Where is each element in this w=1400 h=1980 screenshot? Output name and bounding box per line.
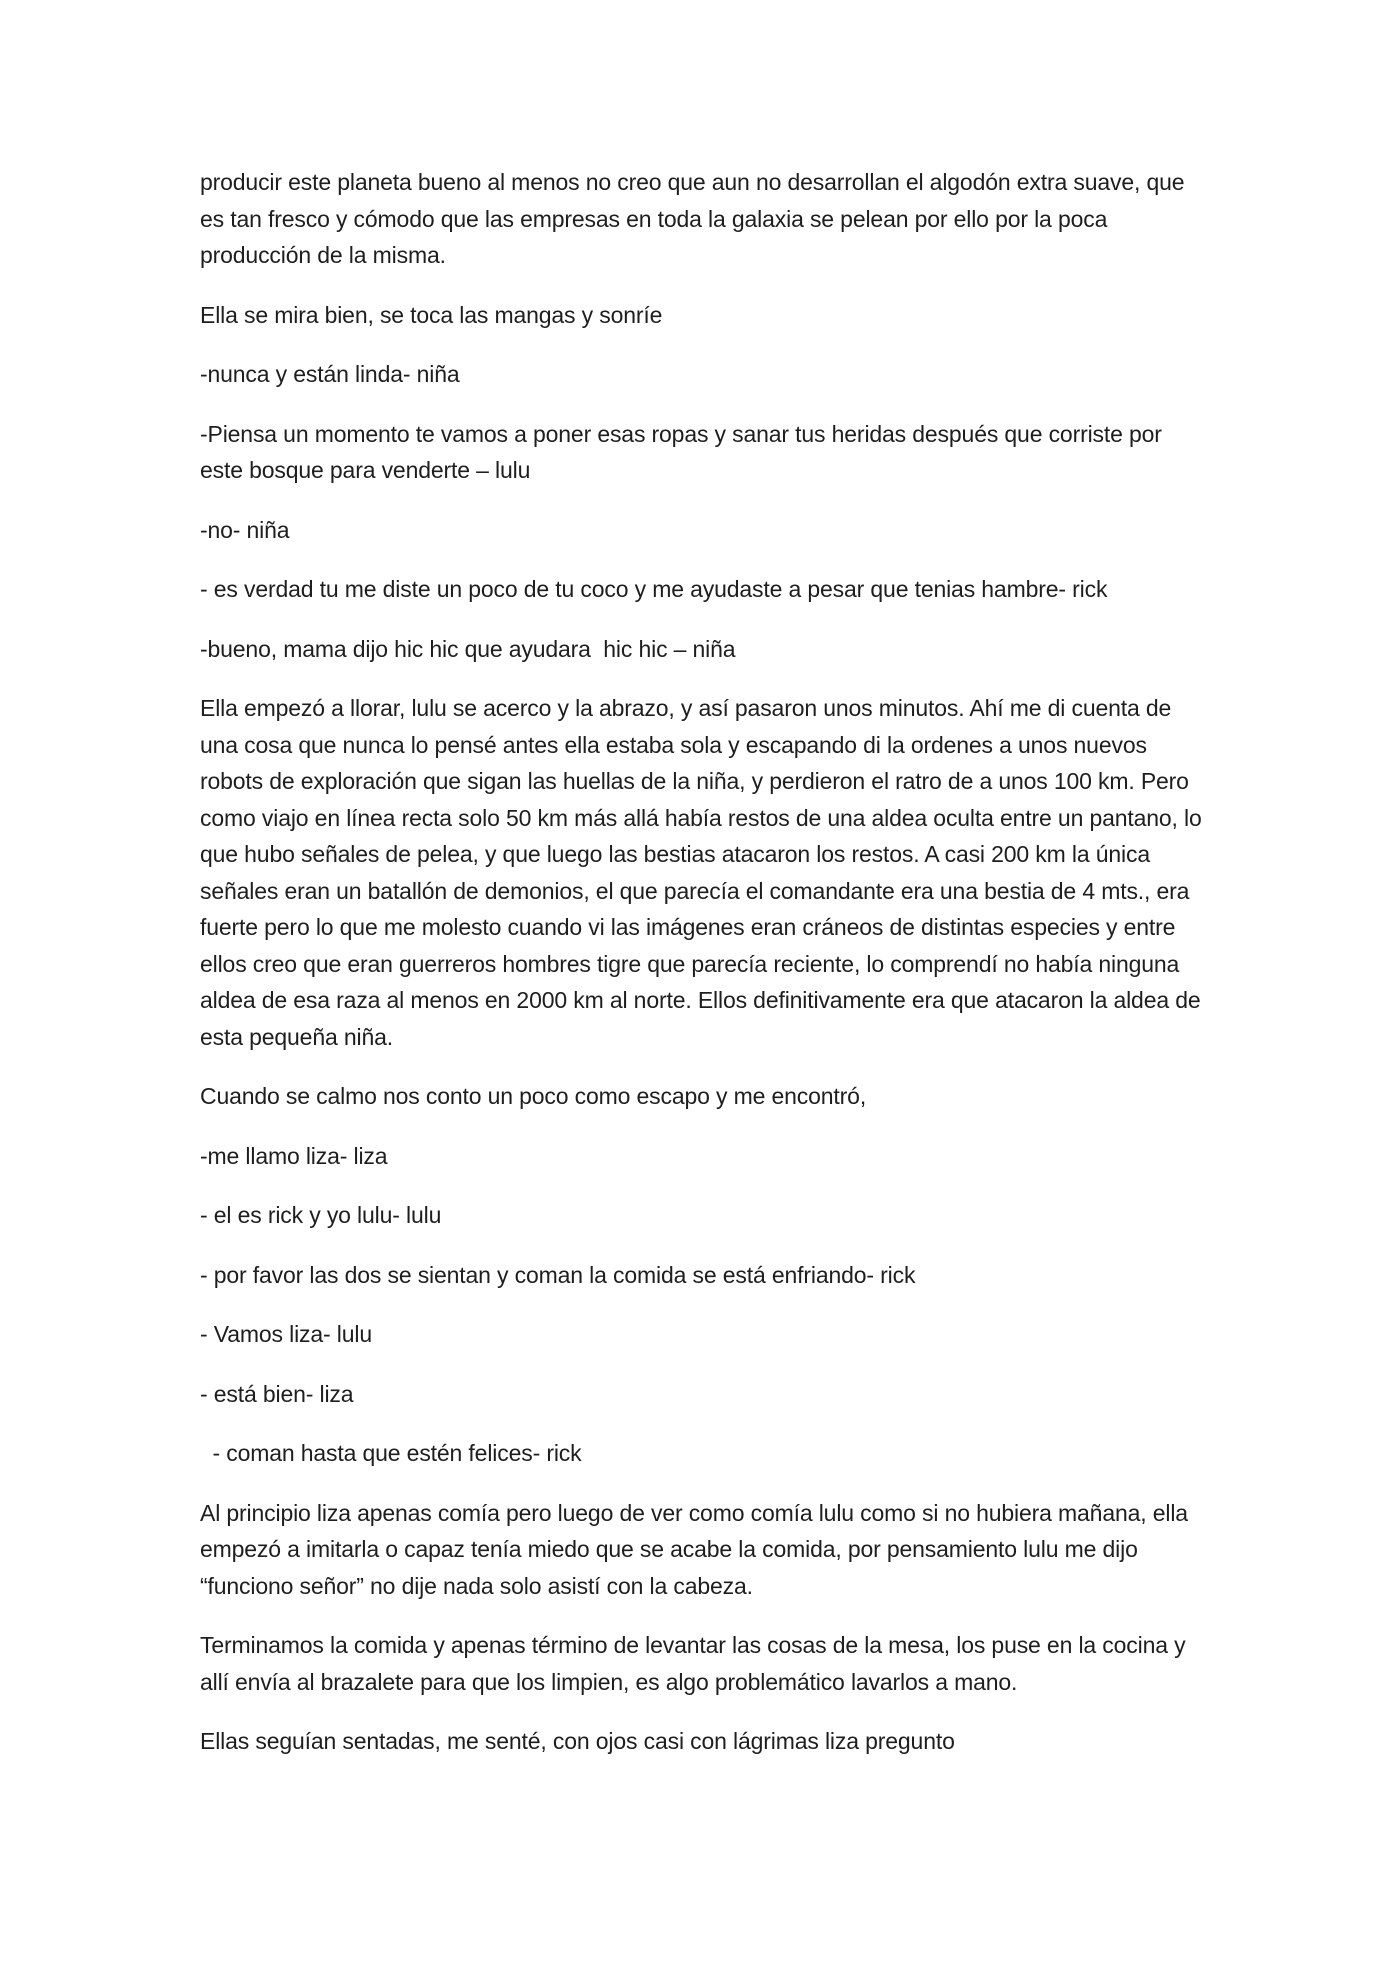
paragraph: Ella empezó a llorar, lulu se acerco y la abrazo, y así pasaron unos minutos. Ahí me di cuenta de una cosa que nunca lo pensé antes ella estaba sola y escapando di la ordenes a unos nuevos robots de exploración que sigan las huellas de la niña, y perdieron el ratro de a unos 100 km. Pero como viajo en línea recta solo 50 km más allá había restos de una aldea oculta entre un pantano, lo que hubo señales de pelea, y que luego las bestias atacaron los restos. A casi 200 km la única señales eran un batallón de demonios, el que parecía el comandante era una bestia de 4 mts., era fuerte pero lo que me molesto cuando vi las imágenes eran cráneos de distintas especies y entre ellos creo que eran guerreros hombres tigre que parecía reciente, lo comprendí no había ninguna aldea de esa raza al menos en 2000 km al norte. Ellos definitivamente era que atacaron la aldea de esta pequeña niña. (200, 695, 1208, 1050)
dialogue-line: - está bien- liza (200, 1380, 354, 1407)
dialogue-line: -bueno, mama dijo hic hic que ayudara hic hic – niña (200, 635, 736, 662)
dialogue-line: -me llamo liza- liza (200, 1142, 388, 1169)
dialogue-line: -Piensa un momento te vamos a poner esas ropas y sanar tus heridas después que corriste por este bosque para venderte – lulu (200, 420, 1169, 483)
paragraph: Ellas seguían sentadas, me senté, con ojos casi con lágrimas liza pregunto (200, 1728, 955, 1754)
dialogue-line: -nunca y están linda- niña (200, 361, 460, 387)
paragraph: producir este planeta bueno al menos no creo que aun no desarrollan el algodón extra suave, que es tan fresco y cómodo que las empresas en toda la galaxia se pelean por ello por la poca producción de la misma. (200, 169, 1191, 268)
paragraph: Terminamos la comida y apenas término de levantar las cosas de la mesa, los puse en la cocina y allí envía al brazalete para que los limpien, es algo problemático lavarlos a mano. (200, 1632, 1192, 1695)
dialogue-line: - es verdad tu me diste un poco de tu coco y me ayudaste a pesar que tenias hambre- rick (200, 576, 1108, 602)
document-body (200, 164, 1208, 1783)
paragraph: Al principio liza apenas comía pero luego de ver como comía lulu como si no hubiera mañana, ella empezó a imitarla o capaz tenía miedo que se acabe la comida, por pensamiento lulu me dijo “funciono señor” no dije nada solo asistí con la cabeza. (200, 1499, 1195, 1599)
paragraph: Ella se mira bien, se toca las mangas y sonríe (200, 301, 663, 328)
dialogue-line: - coman hasta que estén felices- rick (200, 1440, 582, 1466)
dialogue-line: - el es rick y yo lulu- lulu (200, 1202, 442, 1228)
dialogue-line: -no- niña (200, 516, 290, 543)
paragraph: Cuando se calmo nos conto un poco como escapo y me encontró, (200, 1083, 867, 1109)
dialogue-line: - Vamos liza- lulu (200, 1321, 372, 1347)
dialogue-line: - por favor las dos se sientan y coman la comida se está enfriando- rick (200, 1261, 916, 1288)
